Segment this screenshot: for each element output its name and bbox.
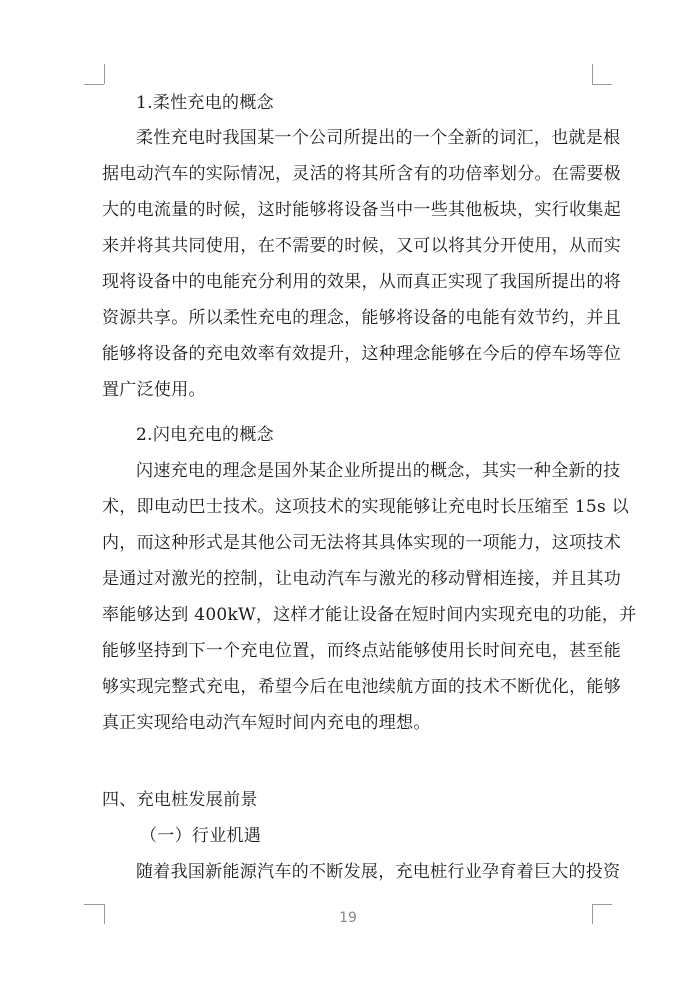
paragraph-line: 术，即电动巴士技术。这项技术的实现能够让充电时长压缩至 15s 以 <box>102 497 630 517</box>
page-number: 19 <box>339 910 357 926</box>
paragraph-line: 大的电流量的时候，这时能够将设备当中一些其他板块，实行收集起 <box>102 200 621 220</box>
paragraph-line: 闪速充电的理念是国外某企业所提出的概念，其实一种全新的技 <box>136 461 621 481</box>
paragraph-line: 据电动汽车的实际情况，灵活的将其所含有的功倍率划分。在需要极 <box>102 164 621 184</box>
section2-heading: 2.闪电充电的概念 <box>136 425 274 445</box>
chapter4-subheading: （一）行业机遇 <box>140 826 262 846</box>
paragraph-line: 真正实现给电动汽车短时间内充电的理想。 <box>102 713 431 733</box>
chapter4-heading: 四、充电桩发展前景 <box>102 790 258 810</box>
paragraph-line: 现将设备中的电能充分利用的效果，从而真正实现了我国所提出的将 <box>102 272 621 292</box>
paragraph-line: 能够坚持到下一个充电位置，而终点站能够使用长时间充电，甚至能 <box>102 641 621 661</box>
paragraph-line: 柔性充电时我国某一个公司所提出的一个全新的词汇，也就是根 <box>136 128 621 148</box>
paragraph-line: 资源共享。所以柔性充电的理念，能够将设备的电能有效节约，并且 <box>102 308 621 328</box>
section1-heading: 1.柔性充电的概念 <box>136 93 274 113</box>
paragraph-line: 来并将其共同使用，在不需要的时候，又可以将其分开使用，从而实 <box>102 236 621 256</box>
paragraph-line: 是通过对激光的控制，让电动汽车与激光的移动臂相连接，并且其功 <box>102 569 621 589</box>
paragraph-line: 置广泛使用。 <box>102 380 206 400</box>
paragraph-line: 内，而这种形式是其他公司无法将其具体实现的一项能力，这项技术 <box>102 533 621 553</box>
paragraph-line: 随着我国新能源汽车的不断发展，充电桩行业孕育着巨大的投资 <box>136 862 621 882</box>
paragraph-line: 率能够达到 400kW，这样才能让设备在短时间内实现充电的功能，并 <box>102 605 637 625</box>
paragraph-line: 能够将设备的充电效率有效提升，这种理念能够在今后的停车场等位 <box>102 344 621 364</box>
paragraph-line: 够实现完整式充电，希望今后在电池续航方面的技术不断优化，能够 <box>102 677 621 697</box>
